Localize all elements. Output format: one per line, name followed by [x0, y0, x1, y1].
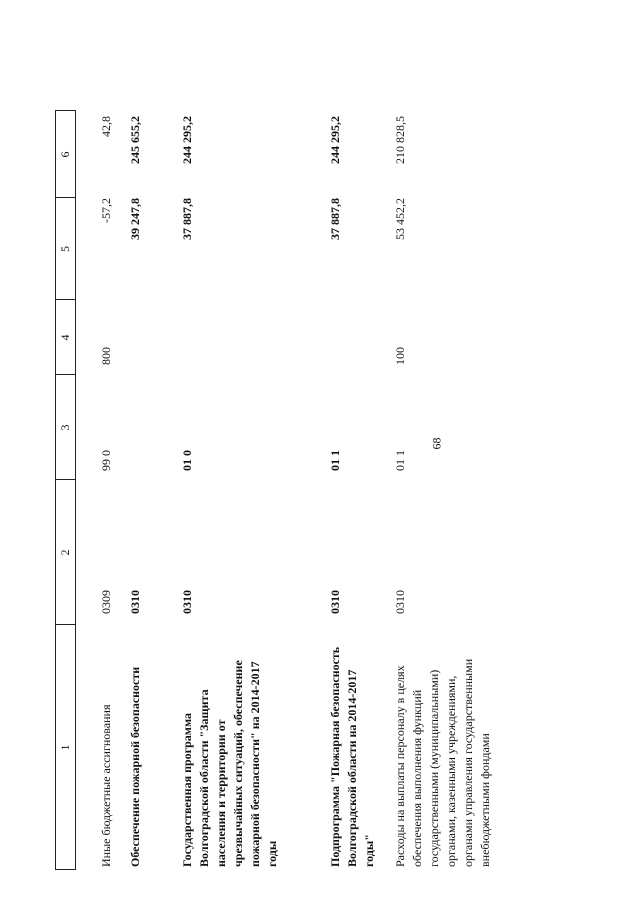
- row-total-amount: 42,8: [99, 116, 113, 137]
- column-header-2: 2: [58, 549, 72, 556]
- row-total-amount: 244 295,2: [180, 116, 194, 164]
- row-label: Иные бюджетные ассигнования: [99, 704, 113, 867]
- table-header-rule: [75, 110, 76, 870]
- row-section-code: 0310: [328, 590, 342, 614]
- column-header-5: 5: [58, 246, 72, 252]
- row-change-amount: 53 452,2: [393, 198, 407, 240]
- row-total-amount: 210 828,5: [393, 116, 407, 164]
- row-target-code: 01 1: [328, 450, 342, 471]
- row-expense-code: 800: [99, 347, 113, 365]
- row-change-amount: 39 247,8: [128, 198, 142, 240]
- column-header-4: 4: [58, 334, 72, 341]
- row-expense-code: 100: [393, 347, 407, 365]
- row-target-code: 01 0: [180, 450, 194, 471]
- page-number: 68: [429, 437, 444, 450]
- column-header-6: 6: [58, 151, 72, 158]
- row-section-code: 0310: [393, 590, 407, 614]
- row-target-code: 99 0: [99, 450, 113, 471]
- column-header-1: 1: [58, 744, 72, 751]
- column-header-3: 3: [58, 424, 72, 431]
- row-label: Подпрограмма "Пожарная безопасность Волгоградской области на 2014-2017 годы": [328, 646, 376, 867]
- row-section-code: 0310: [128, 590, 142, 614]
- row-section-code: 0310: [180, 590, 194, 614]
- row-target-code: 01 1: [393, 450, 407, 471]
- row-label: Государственная программа Волгоградской области "Защита населения и территории от чрезвычайных ситуаций, обеспечение пожарной безопасности" на 2014-2017 годы: [180, 660, 279, 867]
- table-top-rule: [55, 110, 56, 870]
- row-total-amount: 245 655,2: [128, 116, 142, 164]
- row-section-code: 0309: [99, 590, 113, 614]
- row-change-amount: -57,2: [99, 198, 113, 223]
- row-change-amount: 37 887,8: [328, 198, 342, 240]
- row-label: Расходы на выплаты персоналу в целях обеспечения выполнения функций государственными (муниципальными) органами, казенными учреждениями, органами управления государственными внебюджетными фондами: [393, 658, 492, 867]
- row-label: Обеспечение пожарной безопасности: [128, 666, 142, 867]
- budget-table: [55, 110, 492, 870]
- row-change-amount: 37 887,8: [180, 198, 194, 240]
- row-total-amount: 244 295,2: [328, 116, 342, 164]
